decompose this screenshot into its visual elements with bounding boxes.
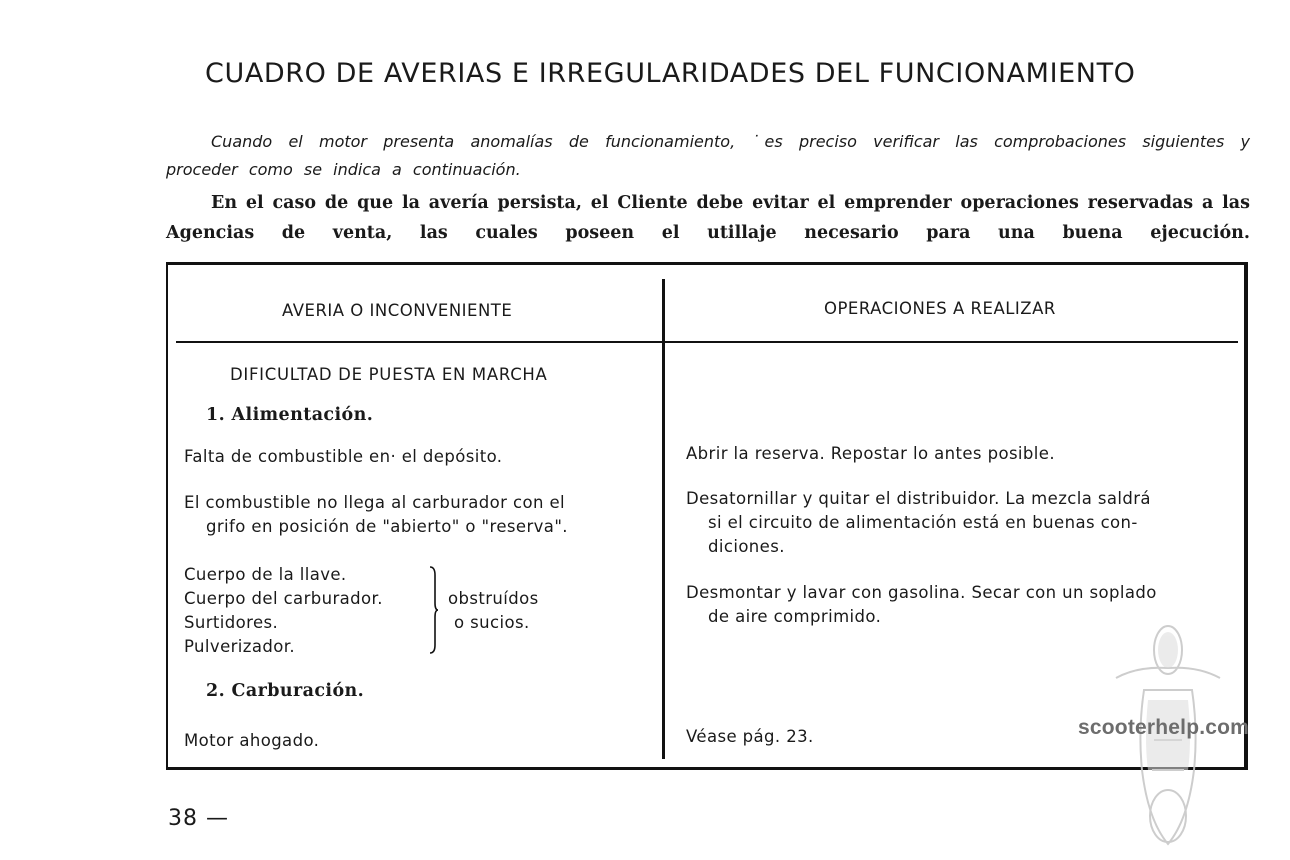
watermark-text: scooterhelp.com [1078, 716, 1250, 739]
row1-operation: Abrir la reserva. Repostar lo antes posible. [686, 444, 1055, 463]
row2-operation-line1: Desatornillar y quitar el distribuidor. La mezcla saldrá [686, 489, 1151, 508]
item-pulverizador: Pulverizador. [184, 637, 296, 656]
row2-operation [686, 487, 1151, 559]
page-number: 38 — [168, 806, 229, 831]
intro-paragraph-2: En el caso de que la avería persista, el Cliente debe evitar el emprender operaciones reservadas a las Agencias de venta, las cuales poseen el utillaje necesario para una buena ejecución. [166, 193, 1250, 243]
condition-line1: obstruídos [448, 589, 539, 608]
row1-problem: Falta de combustible en· el depósito. [184, 447, 503, 466]
section-carburacion: 2. Carburación. [206, 681, 365, 701]
row3-operation-line2: de aire comprimido. [708, 607, 882, 626]
item-cuerpo-carburador: Cuerpo del carburador. [184, 589, 383, 608]
row4-operation: Véase pág. 23. [686, 727, 814, 746]
section-alimentacion: 1. Alimentación. [206, 405, 374, 425]
header-operations: OPERACIONES A REALIZAR [824, 299, 1056, 318]
row2-problem-line1: El combustible no llega al carburador con el [184, 493, 566, 512]
brace-icon [428, 565, 438, 655]
troubleshooting-table [166, 262, 1248, 770]
row4-problem: Motor ahogado. [184, 731, 320, 750]
group-title: DIFICULTAD DE PUESTA EN MARCHA [230, 365, 548, 384]
row2-problem [184, 491, 568, 539]
header-divider [176, 341, 1238, 343]
row3-operation-line1: Desmontar y lavar con gasolina. Secar con un soplado [686, 583, 1157, 602]
page-title: CUADRO DE AVERIAS E IRREGULARIDADES DEL FUNCIONAMIENTO [205, 58, 1136, 89]
column-divider [662, 279, 665, 759]
item-cuerpo-llave: Cuerpo de la llave. [184, 565, 347, 584]
row3-operation [686, 581, 1157, 629]
row2-operation-line2: si el circuito de alimentación está en buenas con- [708, 513, 1138, 532]
item-surtidores: Surtidores. [184, 613, 279, 632]
intro-paragraph-1: Cuando el motor presenta anomalías de funcionamiento, ˙es preciso verificar las comprobaciones siguientes y proceder como se indica a continuación. [166, 132, 1250, 179]
row3-condition [448, 587, 539, 635]
row2-problem-line2: grifo en posición de "abierto" o "reserva". [206, 517, 568, 536]
row3-problem-items [184, 563, 383, 659]
row2-operation-line3: diciones. [708, 537, 785, 556]
header-problem: AVERIA O INCONVENIENTE [282, 301, 513, 320]
condition-line2: o sucios. [454, 613, 530, 632]
